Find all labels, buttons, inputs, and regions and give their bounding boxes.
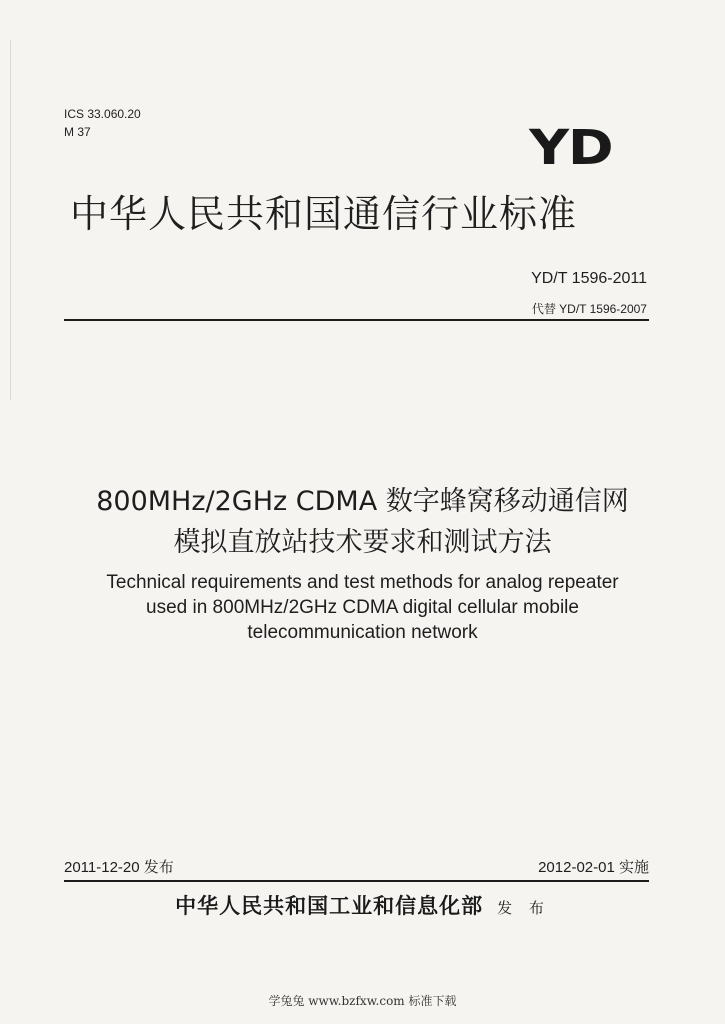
binding-line xyxy=(10,40,11,400)
classification-block xyxy=(64,105,141,141)
yd-logo: YD xyxy=(529,120,613,176)
ccs-code: M 37 xyxy=(64,125,91,139)
top-divider xyxy=(64,319,649,321)
title-en-line3: telecommunication network xyxy=(247,622,478,643)
bottom-divider xyxy=(64,880,649,882)
publisher-name: 中华人民共和国工业和信息化部 xyxy=(175,893,484,918)
title-cn-line2: 模拟直放站技术要求和测试方法 xyxy=(173,527,552,558)
download-watermark: 学兔兔 www.bzfxw.com 标准下载 xyxy=(268,994,457,1008)
replaces-standard: 代替 YD/T 1596-2007 xyxy=(531,302,647,316)
title-en xyxy=(0,570,725,645)
issue-date: 2011-12-20 发布 xyxy=(64,859,174,876)
standard-category-title: 中华人民共和国通信行业标准 xyxy=(70,192,578,236)
publisher-line xyxy=(0,890,725,920)
implementation-date: 2012-02-01 实施 xyxy=(538,859,649,876)
title-cn-line1: 800MHz/2GHz CDMA 数字蜂窝移动通信网 xyxy=(96,486,629,517)
title-en-line1: Technical requirements and test methods for analog repeater xyxy=(106,572,619,593)
standard-code: YD/T 1596-2011 xyxy=(531,270,647,287)
title-en-line2: used in 800MHz/2GHz CDMA digital cellular mobile xyxy=(146,597,579,618)
ics-code: ICS 33.060.20 xyxy=(64,107,141,121)
publish-label: 发 布 xyxy=(497,899,550,917)
